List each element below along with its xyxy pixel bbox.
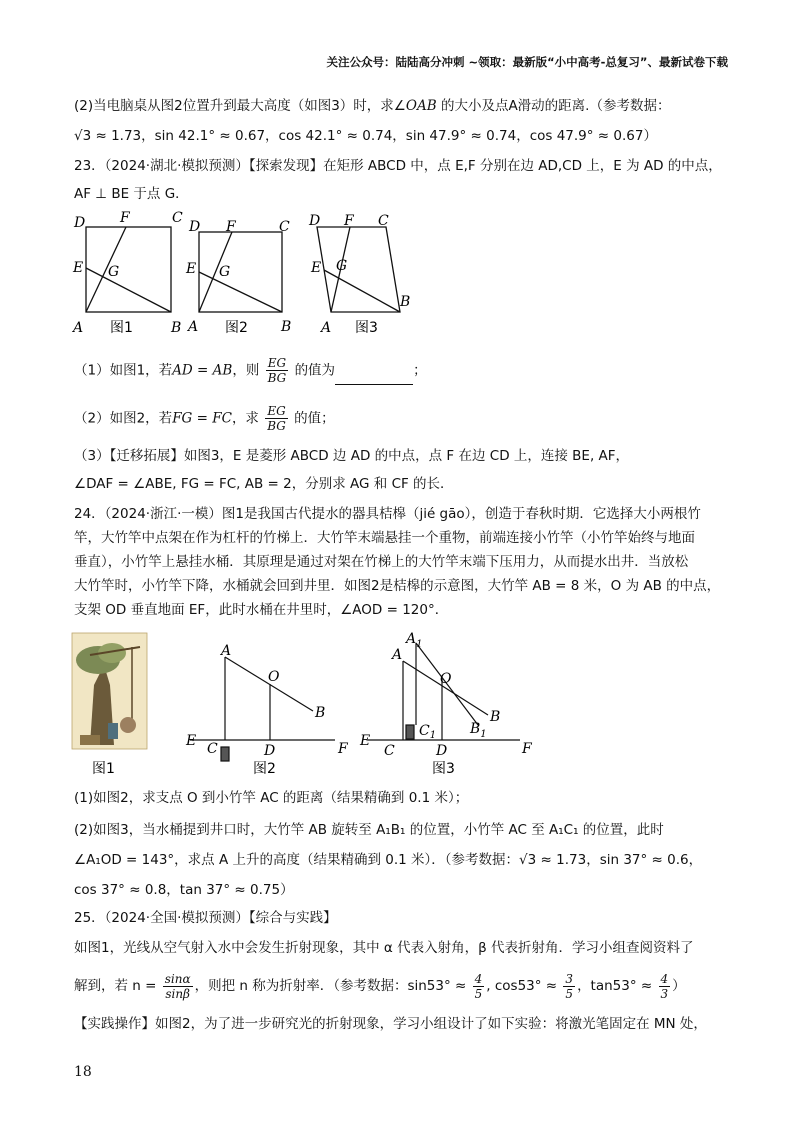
- svg-text:B1: $B_1$: [470, 721, 487, 740]
- q22-part2-line1: [74, 96, 670, 116]
- svg-text:C: C: [279, 219, 290, 235]
- q23-p2-condition: FG = FC: [172, 410, 232, 427]
- q22-text-a: (2)当电脑桌从图2位置升到最大高度（如图3）时，求∠: [74, 98, 406, 114]
- q25-text-e: ）: [672, 978, 686, 994]
- q24-part2-line1: (2)如图3，当水桶提到井口时，大竹竿 AB 旋转至 A₁B₁ 的位置，小竹竿 AC 至 A₁C₁ 的位置，此时: [74, 822, 664, 838]
- q23-part3-line1: （3）【迁移拓展】如图3，E 是菱形 ABCD 边 AD 的中点，点 F 在边 CD 上，连接 BE, AF，: [74, 448, 630, 464]
- q23-p1-text-a: （1）如图1，若: [74, 362, 173, 379]
- q23-part2: [74, 404, 335, 433]
- q23-p2-text-b: ，求: [231, 410, 259, 427]
- svg-text:B: B: [490, 709, 501, 725]
- q25-practice-line: 【实践操作】如图2，为了进一步研究光的折射现象，学习小组设计了如下实验：将激光笔固定在 MN 处，: [74, 1016, 707, 1032]
- q22-text-b: 的大小及点A滑动的距离.（参考数据：: [436, 98, 671, 114]
- q24-fig1-caption: 图1: [92, 761, 115, 777]
- q24-stem-line4: 大竹竿时，小竹竿下降，水桶就会回到井里．如图2是桔槔的示意图，大竹竿 AB = 8 米，O 为 AB 的中点，: [74, 578, 721, 594]
- svg-text:O: O: [268, 669, 280, 685]
- page-header: 关注公众号：陆陆高分冲刺 ~领取：最新版“小中高考-总复习”、最新试卷下载: [326, 55, 728, 69]
- svg-text:D: D: [264, 743, 276, 759]
- q24-fig3-caption: 图3: [432, 761, 455, 777]
- svg-text:G: G: [108, 264, 120, 280]
- svg-text:C: C: [378, 213, 389, 229]
- q23-ratio-fraction-2: $\frac{EG}{BG}$: [267, 404, 286, 433]
- svg-text:B: B: [400, 294, 411, 310]
- q23-answer-blank[interactable]: [335, 370, 413, 385]
- refraction-index-fraction: $\frac{\sin\alpha}{\sin\beta}$: [164, 971, 191, 1001]
- page-number: 18: [74, 1064, 92, 1080]
- q23-part1: [74, 356, 427, 385]
- q24-part2-line3: cos 37° ≈ 0.8，tan 37° ≈ 0.75）: [74, 882, 294, 898]
- q24-stem-line5: 支架 OD 垂直地面 EF，此时水桶在井里时，∠AOD = 120°．: [74, 602, 449, 618]
- svg-text:C1: $C_1$: [419, 723, 437, 741]
- q25-stem-line1: 如图1，光线从空气射入水中会发生折射现象，其中 α 代表入射角，β 代表折射角．学习小组查阅资料了: [74, 940, 694, 956]
- q23-fig3-caption: 图3: [355, 320, 378, 336]
- q24-part1: (1)如图2，求支点 O 到小竹竿 AC 的距离（结果精确到 0.1 米）；: [74, 790, 469, 806]
- q24-figures: [70, 625, 540, 785]
- q23-fig2-caption: 图2: [225, 320, 248, 336]
- svg-text:G: G: [336, 258, 348, 274]
- svg-text:E: E: [360, 733, 371, 749]
- q23-p1-text-c: 的值为: [294, 362, 336, 379]
- q24-part2-line2: ∠A₁OD = 143°，求点 A 上升的高度（结果精确到 0.1 米）．（参考数据：√3 ≈ 1.73，sin 37° ≈ 0.6，: [74, 852, 703, 868]
- svg-text:F: F: [344, 213, 354, 229]
- svg-text:F: F: [522, 741, 532, 757]
- q23-fig1-caption: 图1: [110, 320, 133, 336]
- q22-reference-data: √3 ≈ 1.73，sin 42.1° ≈ 0.67，cos 42.1° ≈ 0.74，sin 47.9° ≈ 0.74，cos 47.9° ≈ 0.67）: [74, 128, 657, 144]
- cos53-fraction: $\frac{3}{5}$: [565, 971, 574, 1001]
- svg-text:F: F: [226, 219, 236, 235]
- svg-text:D: D: [309, 213, 321, 229]
- svg-text:G: G: [219, 264, 231, 280]
- svg-text:D: D: [436, 743, 448, 759]
- q23-p1-text-b: ，则: [232, 362, 260, 379]
- q25-stem-line2: [74, 968, 686, 1004]
- svg-text:C: C: [207, 741, 218, 757]
- svg-text:B: B: [281, 319, 292, 335]
- q24-stem-line2: 竿，大竹竿中点架在作为杠杆的竹梯上．大竹竿末端悬挂一个重物，前端连接小竹竿（小竹竿始终与地面: [74, 530, 695, 546]
- q23-stem-line1: 23．（2024·湖北·模拟预测）【探索发现】在矩形 ABCD 中，点 E,F 分别在边 AD,CD 上，E 为 AD 的中点，: [74, 158, 722, 174]
- q25-text-b: ，则把 n 称为折射率．（参考数据：sin53° ≈: [194, 978, 467, 994]
- q23-p2-text-a: （2）如图2，若: [74, 410, 173, 427]
- svg-text:D: D: [74, 215, 86, 231]
- q25-text-c: , cos53° ≈: [486, 978, 558, 994]
- q23-ratio-fraction: $\frac{EG}{BG}$: [267, 356, 287, 385]
- q24-fig2-caption: 图2: [253, 761, 276, 777]
- svg-text:E: E: [73, 260, 84, 276]
- q25-text-d: ，tan53° ≈: [577, 978, 653, 994]
- svg-text:B: B: [315, 705, 326, 721]
- svg-text:D: D: [189, 219, 201, 235]
- svg-text:E: E: [311, 260, 322, 276]
- q22-angle: OAB: [405, 98, 437, 114]
- q23-p1-text-d: ；: [413, 362, 427, 379]
- svg-text:E: E: [186, 733, 197, 749]
- svg-text:A: A: [321, 320, 332, 336]
- svg-text:A: A: [392, 647, 403, 663]
- q23-figures: [68, 210, 428, 340]
- svg-text:B: B: [171, 320, 182, 336]
- svg-text:C: C: [172, 210, 183, 226]
- svg-text:F: F: [338, 741, 348, 757]
- tan53-fraction: $\frac{4}{3}$: [660, 971, 669, 1001]
- svg-text:O: O: [440, 671, 452, 687]
- svg-text:C: C: [384, 743, 395, 759]
- q23-p2-text-c: 的值；: [294, 410, 335, 427]
- q24-stem-line3: 垂直），小竹竿上悬挂水桶．其原理是通过对架在竹梯上的大竹竿末端下压用力，从而提水出井．当放松: [74, 554, 689, 570]
- svg-text:E: E: [186, 261, 197, 277]
- q25-text-a: 解到，若 n =: [74, 978, 157, 994]
- svg-text:A1: $A_1$: [406, 631, 423, 650]
- q23-part3-line2: ∠DAF = ∠ABE, FG = FC, AB = 2，分别求 AG 和 CF 的长．: [74, 476, 454, 492]
- q24-stem-line1: 24．（2024·浙江·一模）图1是我国古代提水的器具桔槔（jié gāo），创造于春秋时期．它选择大小两根竹: [74, 506, 701, 522]
- svg-text:A: A: [221, 643, 232, 659]
- sin53-fraction: $\frac{4}{5}$: [474, 971, 483, 1001]
- svg-text:A: A: [188, 319, 199, 335]
- q23-stem-line2: AF ⊥ BE 于点 G．: [74, 186, 189, 202]
- q23-p1-condition: AD = AB: [172, 362, 233, 379]
- svg-text:F: F: [120, 210, 130, 226]
- svg-text:A: A: [73, 320, 84, 336]
- well-sweep-illustration: [72, 633, 147, 749]
- q25-title: 25．（2024·全国·模拟预测）【综合与实践】: [74, 910, 337, 926]
